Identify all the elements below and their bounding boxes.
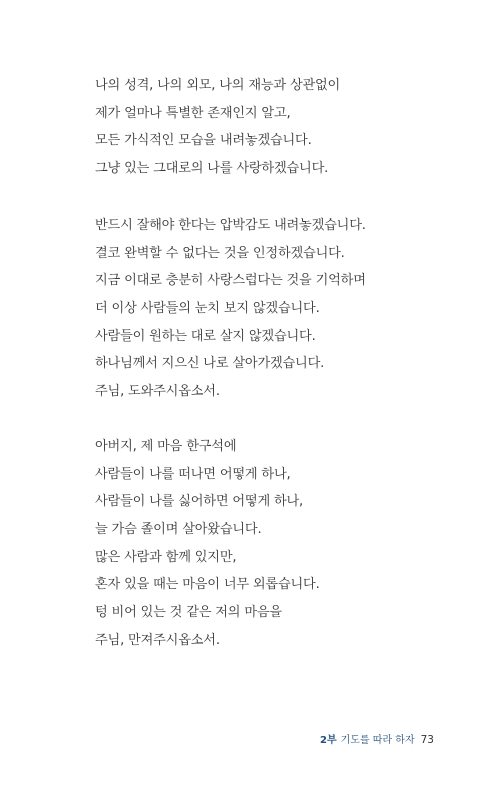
verse-line: 혼자 있을 때는 마음이 너무 외롭습니다. — [95, 577, 320, 593]
verse-line: 사람들이 원하는 대로 살지 않겠습니다. — [95, 328, 316, 344]
running-footer — [320, 733, 434, 748]
prayer-stanza-1 — [95, 72, 465, 183]
verse-line: 텅 비어 있는 것 같은 저의 마음을 — [95, 605, 282, 621]
verse-line: 반드시 잘해야 한다는 압박감도 내려놓겠습니다. — [95, 218, 366, 233]
verse-line: 늘 가슴 졸이며 살아왔습니다. — [95, 522, 262, 538]
verse-line: 많은 사람과 함께 있지만, — [95, 549, 237, 565]
verse-line: 나의 성격, 나의 외모, 나의 재능과 상관없이 — [95, 78, 341, 93]
verse-line: 그냥 있는 그대로의 나를 사랑하겠습니다. — [95, 161, 329, 177]
prayer-stanza-2 — [95, 212, 465, 406]
verse-line: 주님, 만져주시옵소서. — [95, 632, 220, 648]
verse-line: 결코 완벽할 수 없다는 것을 인정하겠습니다. — [95, 245, 345, 261]
verse-line: 하나님께서 지으신 나로 살아가겠습니다. — [95, 356, 325, 372]
verse-line: 주님, 도와주시옵소서. — [95, 384, 220, 400]
verse-line: 아버지, 제 마음 한구석에 — [95, 439, 237, 454]
verse-line: 지금 이대로 충분히 사랑스럽다는 것을 기억하며 — [95, 273, 366, 289]
verse-line: 사람들이 나를 싫어하면 어떻게 하나, — [95, 494, 304, 510]
book-title: 기도를 따라 하자 — [340, 735, 415, 746]
verse-line: 제가 얼마나 특별한 존재인지 알고, — [95, 105, 291, 121]
part-label: 2부 — [320, 735, 337, 746]
verse-line: 모든 가식적인 모습을 내려놓겠습니다. — [95, 133, 312, 149]
page-number: 73 — [420, 734, 434, 746]
prayer-stanza-3 — [95, 433, 465, 655]
verse-line: 더 이상 사람들의 눈치 보지 않겠습니다. — [95, 301, 320, 317]
verse-line: 사람들이 나를 떠나면 어떻게 하나, — [95, 466, 291, 482]
